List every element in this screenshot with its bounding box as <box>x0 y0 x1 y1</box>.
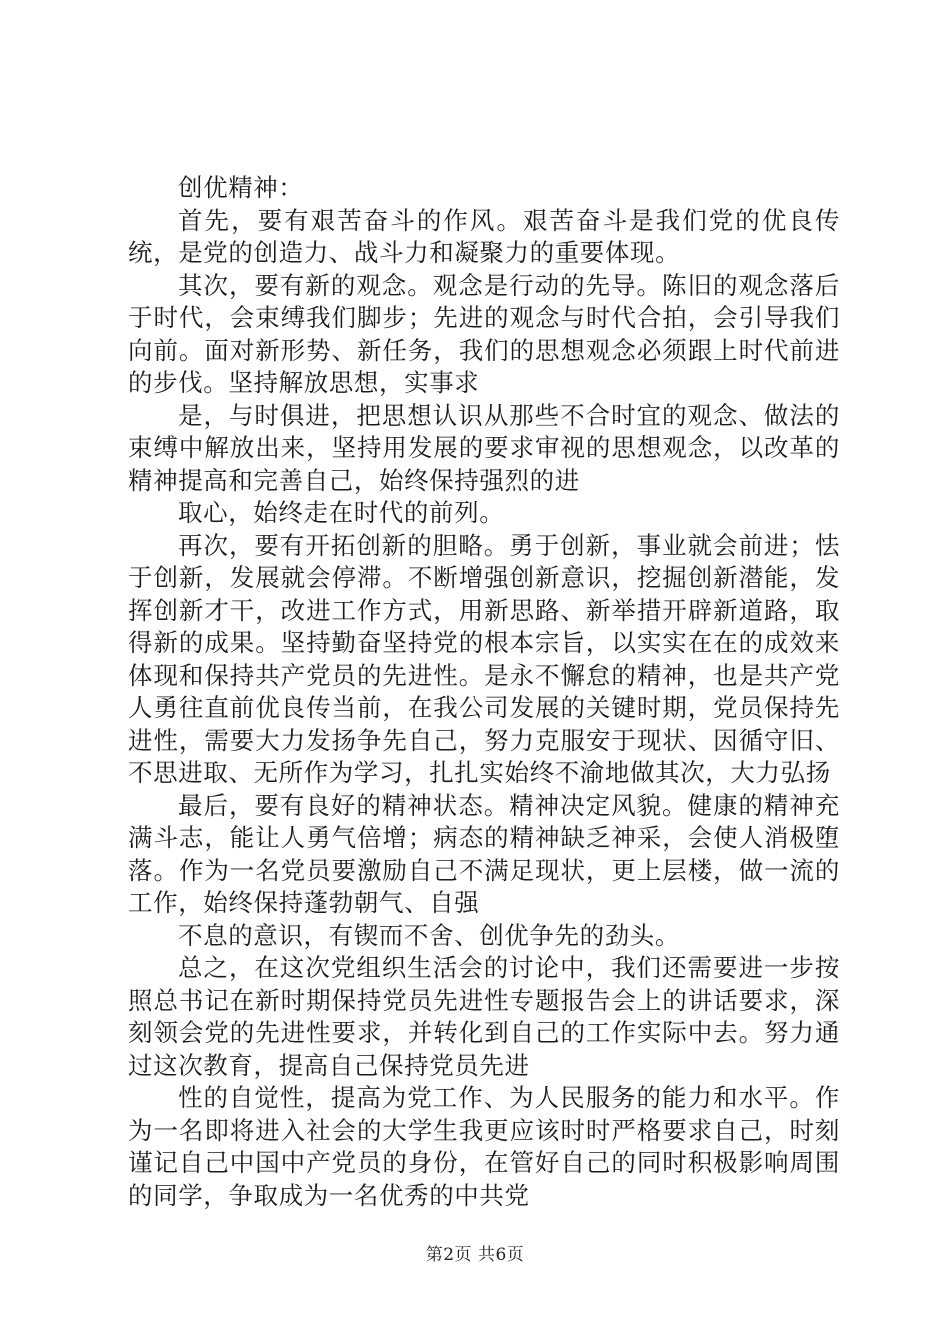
paragraph: 首先，要有艰苦奋斗的作风。艰苦奋斗是我们党的优良传统，是党的创造力、战斗力和凝聚力的重要体现。 <box>128 205 840 267</box>
paragraph: 是，与时俱进，把思想认识从那些不合时宜的观念、做法的束缚中解放出来，坚持用发展的要求审视的思想观念，以改革的精神提高和完善自己，始终保持强烈的进 <box>128 400 840 495</box>
paragraph-heading: 创优精神： <box>178 173 304 202</box>
document-body <box>128 172 840 1212</box>
paragraph: 性的自觉性，提高为党工作、为人民服务的能力和水平。作为一名即将进入社会的大学生我更应该时时严格要求自己，时刻谨记自己中国中产党员的身份，在管好自己的同时积极影响周围的同学，争取成为一名优秀的中共党 <box>128 1083 840 1210</box>
paragraph: 其次，要有新的观念。观念是行动的先导。陈旧的观念落后于时代，会束缚我们脚步；先进的观念与时代合拍，会引导我们向前。面对新形势、新任务，我们的思想观念必须跟上时代前进的步伐。坚持解放思想，实事求 <box>128 270 840 397</box>
paragraph: 总之，在这次党组织生活会的讨论中，我们还需要进一步按照总书记在新时期保持党员先进性专题报告会上的讲话要求，深刻领会党的先进性要求，并转化到自己的工作实际中去。努力通过这次教育，提高自己保持党员先进 <box>128 953 840 1080</box>
page-footer: 第2页 共6页 <box>425 1245 525 1265</box>
paragraph: 再次，要有开拓创新的胆略。勇于创新，事业就会前进；怯于创新，发展就会停滞。不断增强创新意识，挖掘创新潜能，发挥创新才干，改进工作方式，用新思路、新举措开辟新道路，取得新的成果。坚持勤奋坚持党的根本宗旨，以实实在在的成效来体现和保持共产党员的先进性。是永不懈怠的精神，也是共产党人勇往直前优良传当前，在我公司发展的关键时期，党员保持先进性，需要大力发扬争先自己，努力克服安于现状、因循守旧、不思进取、无所作为学习，扎扎实始终不渝地做其次，大力弘扬 <box>128 530 840 787</box>
paragraph: 取心，始终走在时代的前列。 <box>178 498 505 527</box>
paragraph: 最后，要有良好的精神状态。精神决定风貌。健康的精神充满斗志，能让人勇气倍增；病态的精神缺乏神采，会使人消极堕落。作为一名党员要激励自己不满足现状，更上层楼，做一流的工作，始终保持蓬勃朝气、自强 <box>128 790 840 917</box>
paragraph: 不息的意识，有锲而不舍、创优争先的劲头。 <box>178 920 680 950</box>
